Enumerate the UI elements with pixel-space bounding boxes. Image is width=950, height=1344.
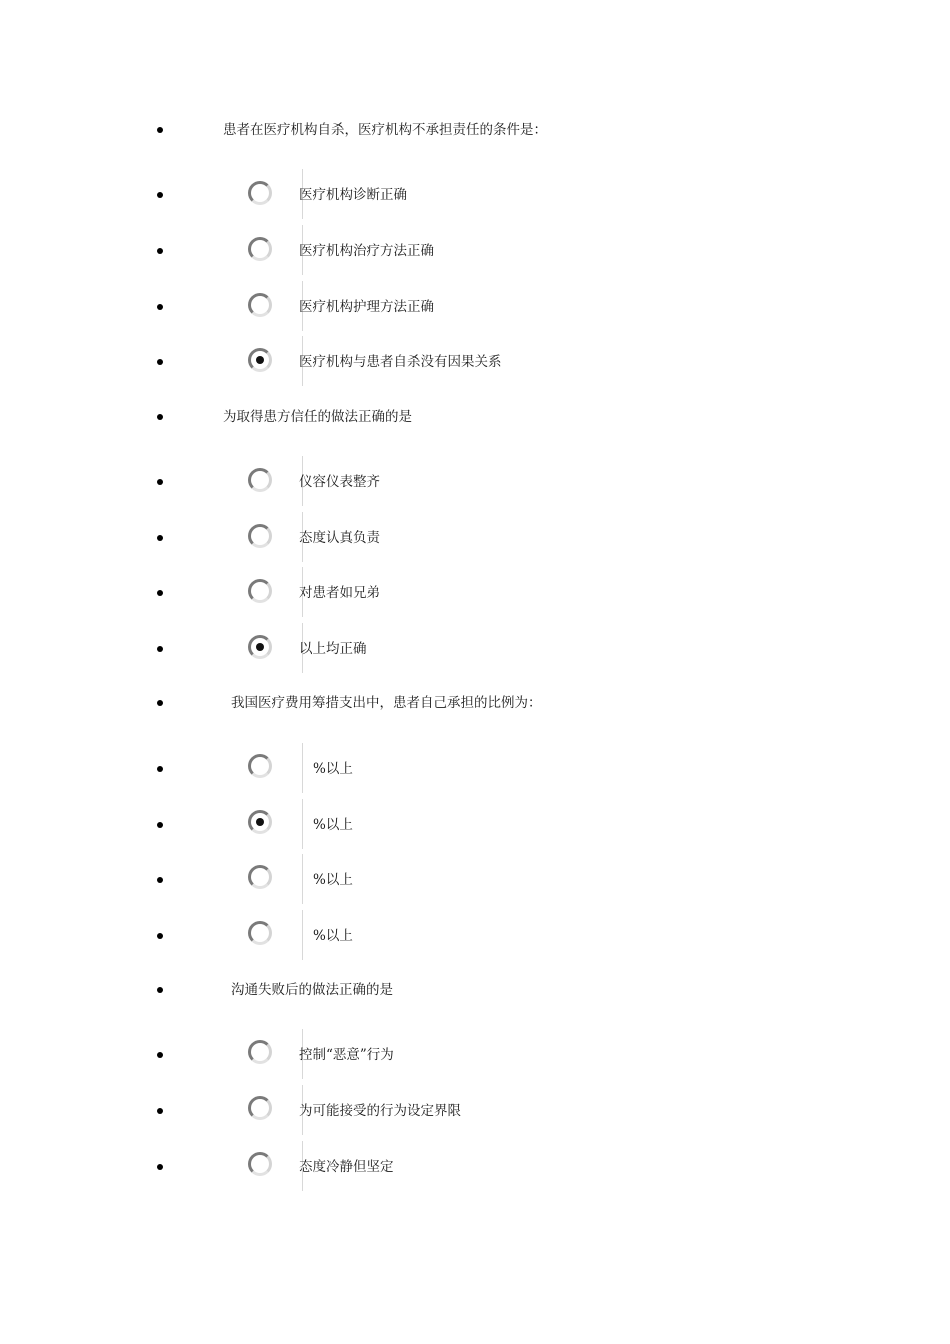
radio-button[interactable]	[248, 810, 272, 834]
radio-button[interactable]	[248, 293, 272, 317]
option-row[interactable]	[0, 509, 950, 565]
option-row[interactable]	[0, 222, 950, 278]
option-label: 控制“恶意”行为	[299, 1047, 394, 1063]
question-text: 沟通失败后的做法正确的是	[231, 982, 393, 998]
option-row[interactable]	[0, 564, 950, 620]
radio-dot	[256, 643, 264, 651]
radio-button[interactable]	[248, 754, 272, 778]
divider	[302, 743, 303, 793]
question-2	[0, 389, 950, 445]
radio-button[interactable]	[248, 1040, 272, 1064]
radio-button[interactable]	[248, 468, 272, 492]
radio-button[interactable]	[248, 1152, 272, 1176]
option-row[interactable]	[0, 1082, 950, 1138]
option-label: 为可能接受的行为设定界限	[299, 1103, 461, 1119]
bullet	[157, 192, 163, 198]
bullet	[157, 987, 163, 993]
radio-button[interactable]	[248, 579, 272, 603]
bullet	[157, 304, 163, 310]
bullet	[157, 766, 163, 772]
option-row[interactable]	[0, 1138, 950, 1194]
radio-button[interactable]	[248, 181, 272, 205]
divider	[302, 854, 303, 904]
option-row[interactable]	[0, 796, 950, 852]
bullet	[157, 700, 163, 706]
bullet	[157, 414, 163, 420]
option-label: %以上	[313, 872, 353, 888]
bullet	[157, 877, 163, 883]
radio-button[interactable]	[248, 921, 272, 945]
bullet	[157, 1052, 163, 1058]
bullet	[157, 127, 163, 133]
bullet	[157, 1164, 163, 1170]
option-label: %以上	[313, 817, 353, 833]
option-label: %以上	[313, 761, 353, 777]
option-label: 以上均正确	[299, 641, 367, 657]
radio-button[interactable]	[248, 635, 272, 659]
option-row[interactable]	[0, 453, 950, 509]
option-row[interactable]	[0, 907, 950, 963]
divider	[302, 910, 303, 960]
bullet	[157, 248, 163, 254]
option-label: 态度认真负责	[299, 530, 380, 546]
option-label: 医疗机构诊断正确	[299, 187, 407, 203]
option-row[interactable]	[0, 1026, 950, 1082]
radio-button[interactable]	[248, 1096, 272, 1120]
option-row[interactable]	[0, 278, 950, 334]
question-text: 患者在医疗机构自杀，医疗机构不承担责任的条件是：	[223, 122, 547, 138]
bullet	[157, 479, 163, 485]
option-label: 医疗机构与患者自杀没有因果关系	[299, 354, 502, 370]
option-label: 医疗机构护理方法正确	[299, 299, 434, 315]
option-label: 医疗机构治疗方法正确	[299, 243, 434, 259]
bullet	[157, 535, 163, 541]
option-row[interactable]	[0, 851, 950, 907]
option-label: 态度冷静但坚定	[299, 1159, 394, 1175]
bullet	[157, 359, 163, 365]
option-row[interactable]	[0, 166, 950, 222]
radio-button[interactable]	[248, 348, 272, 372]
radio-button[interactable]	[248, 524, 272, 548]
divider	[302, 799, 303, 849]
radio-button[interactable]	[248, 237, 272, 261]
bullet	[157, 590, 163, 596]
option-label: 对患者如兄弟	[299, 585, 380, 601]
radio-dot	[256, 356, 264, 364]
option-row[interactable]	[0, 620, 950, 676]
question-1	[0, 102, 950, 158]
question-3	[0, 675, 950, 731]
option-label: 仪容仪表整齐	[299, 474, 380, 490]
bullet	[157, 1108, 163, 1114]
question-text: 为取得患方信任的做法正确的是	[223, 409, 412, 425]
option-row[interactable]	[0, 333, 950, 389]
bullet	[157, 646, 163, 652]
radio-dot	[256, 818, 264, 826]
question-text: 我国医疗费用筹措支出中，患者自己承担的比例为：	[231, 695, 542, 711]
radio-button[interactable]	[248, 865, 272, 889]
bullet	[157, 933, 163, 939]
option-row[interactable]	[0, 740, 950, 796]
option-label: %以上	[313, 928, 353, 944]
bullet	[157, 822, 163, 828]
question-4	[0, 962, 950, 1018]
